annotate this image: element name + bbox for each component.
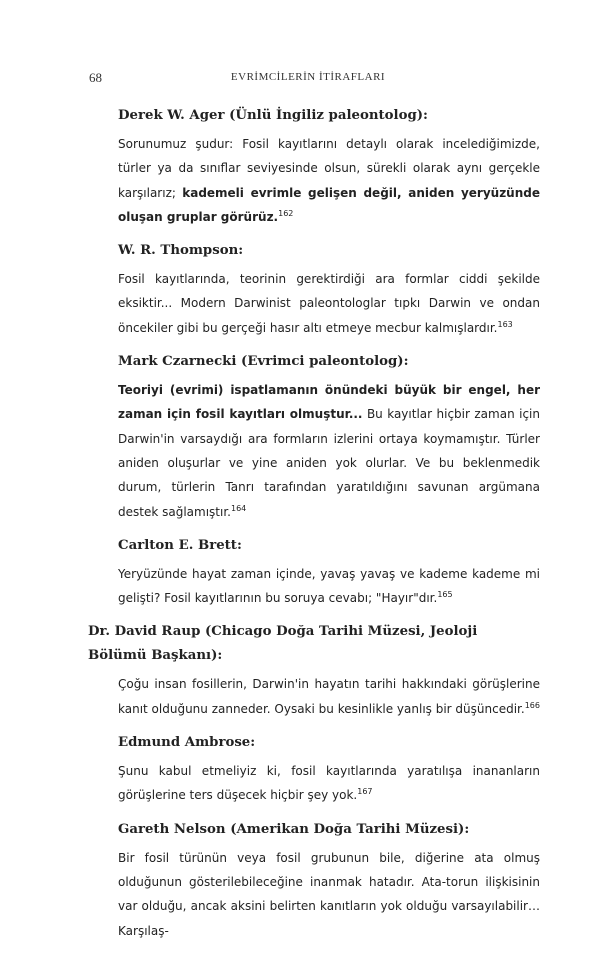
- emphasis-text: Teoriyi (evrimi) ispatlamanın önündeki büyük bir engel, her zaman için fosil kayıtları olmuştur...: [118, 383, 540, 422]
- footnote-ref: 162: [278, 208, 294, 218]
- page-number: 68: [89, 70, 102, 85]
- quote-text: Teoriyi (evrimi) ispatlamanın önündeki büyük bir engel, her zaman için fosil kayıtları olmuştur... Bu kayıtlar hiçbir zaman için Darwin'in varsaydığı ara formların izlerini ortaya koymamıştır. Türler aniden oluşurlar ve yine aniden yok olurlar. Ve bu beklenmedik durum, türlerin Tanrı tarafından yaratıldığını savunan argümana destek sağlamıştır.$^{164}$: [118, 383, 540, 519]
- quote-brett: [118, 534, 540, 611]
- quote-text: Çoğu insan fosillerin, Darwin'in hayatın tarihi hakkındaki görüşlerine kanıt olduğunu zanneder. Oysaki bu kesinlikle yanlış bir düşüncedir.$^{166}$: [118, 677, 540, 716]
- quote-nelson: [118, 818, 540, 943]
- footnote-ref: 167: [357, 787, 373, 797]
- quote-text: Yeryüzünde hayat zaman içinde, yavaş yavaş ve kademe kademe mi gelişti? Fosil kayıtlarının bu soruya cevabı; "Hayır"dır.$^{165}$: [118, 566, 540, 606]
- section-heading: Derek W. Ager (Ünlü İngiliz paleontolog):: [118, 108, 428, 123]
- quote-ambrose: [118, 731, 540, 808]
- quote-text: Şunu kabul etmeliyiz ki, fosil kayıtlarında yaratılışa inananların görüşlerine ters düşecek hiçbir şey yok.$^{167}$: [118, 764, 540, 803]
- footnote-ref: 163: [497, 319, 513, 329]
- section-heading: Carlton E. Brett:: [118, 537, 242, 553]
- footnote-ref: 165: [437, 590, 453, 600]
- section-heading: W. R. Thompson:: [118, 243, 244, 259]
- quote-raup: [88, 620, 540, 721]
- quote-text: Sorunumuz şudur: Fosil kayıtlarını detaylı olarak incelediğimizde, türler ya da sınıflar seviyesinde olsun, sürekli olarak aynı gerçekle karşılarız; kademeli evrimle gelişen değil, aniden yeryüzünde oluşan gruplar görürüz.$^{162}$: [118, 137, 540, 224]
- running-title: EVRİMCİLERİN İTİRAFLARI: [230, 71, 386, 83]
- quote-thompson: [118, 239, 540, 340]
- quote-text: Bir fosil türünün veya fosil grubunun bile, diğerine ata olmuş olduğunun gösterilebileceğine inanmak hatadır. Ata-torun ilişkisinin var olduğu, ancak aksini belirten kanıtların yok olduğu varsayılabilir… Karşılaş-: [118, 850, 540, 938]
- quote-ager: [118, 104, 540, 229]
- page-header: [0, 70, 616, 90]
- section-heading: Mark Czarnecki (Evrimci paleontolog):: [118, 354, 409, 370]
- section-heading: Edmund Ambrose:: [118, 735, 256, 751]
- section-heading: Dr. David Raup (Chicago Doğa Tarihi Müzesi, Jeoloji Bölümü Başkanı):: [88, 624, 478, 664]
- quote-czarnecki: [118, 350, 540, 524]
- section-heading: Gareth Nelson (Amerikan Doğa Tarihi Müzesi):: [118, 821, 470, 837]
- quote-text: Fosil kayıtlarında, teorinin gerektirdiği ara formlar ciddi şekilde eksiktir... Modern Darwinist paleontologlar tıpkı Darwin ve ondan öncekiler gibi bu gerçeği hasır altı etmeye mecbur kalmışlardır.$^{163}$: [118, 272, 540, 335]
- page-body: [88, 104, 540, 953]
- footnote-ref: 164: [230, 503, 247, 513]
- emphasis-text: kademeli evrimle gelişen değil, aniden yeryüzünde oluşan gruplar görürüz.: [118, 185, 540, 224]
- footnote-ref: 166: [524, 700, 540, 710]
